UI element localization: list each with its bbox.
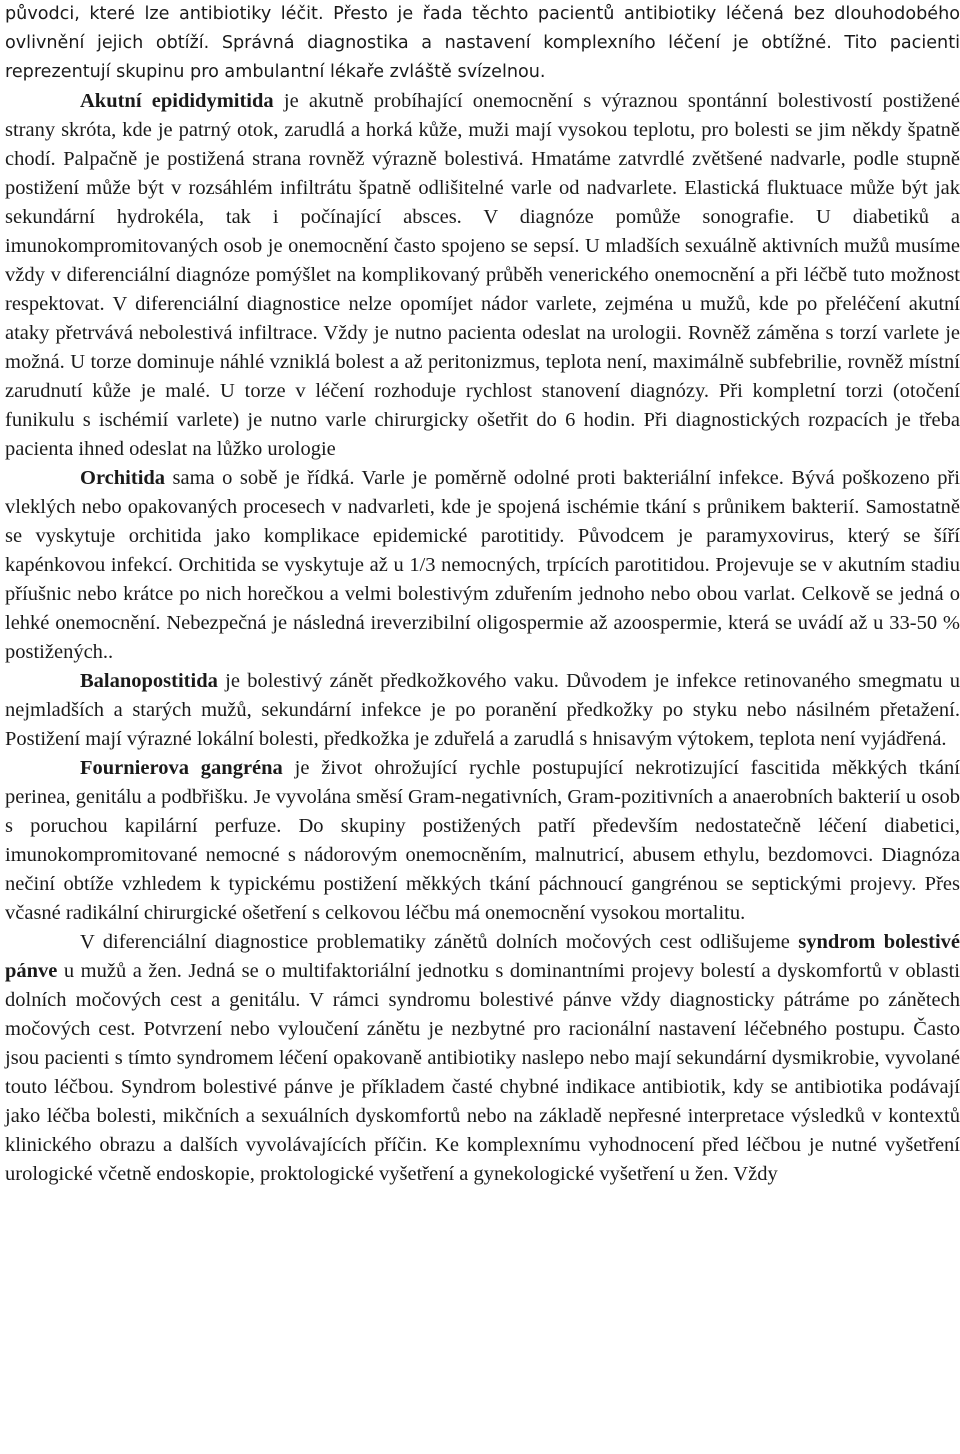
paragraph-text: je bolestivý zánět předkožkového vaku. Důvodem je infekce retinovaného smegmatu u nejmladších a starých mužů, sekundární infekce je po poranění předkožky po styku nebo násilném přetažení. Postižení mají výrazné lokální bolesti, předkožka je zduřelá a zarudlá s hnisavým výtokem, teplota není vyjádřená. — [5, 670, 960, 750]
paragraph-acute-epididymitis — [5, 87, 960, 464]
paragraph-orchitis — [5, 464, 960, 667]
term-balanoposthitis: Balanopostitida — [80, 670, 218, 692]
paragraph-text: sama o sobě je řídká. Varle je poměrně odolné proti bakteriální infekce. Bývá poškozeno při vleklých nebo opakovaných procesech v nadvarleti, kde je spojená ischémie tkání s průnikem bakterií. Samostatně se vyskytuje orchitida jako komplikace epidemické parotitidy. Původcem je paramyxovirus, který se šíří kapénkovou infekcí. Orchitida se vyskytuje až u 1/3 nemocných, trpících parotitidou. Projevuje se v akutním stadiu příušnic nebo krátce po nich horečkou a velmi bolestivým zduřením jednoho nebo obou varlat. Celkově se jedná o lehké onemocnění. Nebezpečná je následná ireverzibilní oligospermie až azoospermie, která se uvádí až u 33-50 % postižených.. — [5, 467, 960, 663]
paragraph-pelvic-pain-syndrome — [5, 928, 960, 1189]
term-fournier-gangrene: Fournierova gangréna — [80, 757, 283, 779]
paragraph-text: je akutně probíhající onemocnění s výraznou spontánní bolestivostí postižené strany skróta, kde je patrný otok, zarudlá a horká kůže, muži mají vysokou teplotu, pro bolesti se jim někdy špatně chodí. Palpačně je postižená strana rovněž výrazně bolestivá. Hmatáme zatvrdlé zvětšené nadvarle, podle stupně postižení může být v rozsáhlém infiltrátu špatně odlišitelné varle od nadvarlete. — [5, 90, 960, 199]
paragraph-fournier-gangrene — [5, 754, 960, 928]
term-pelvic-pain-syndrome: syndrom bolestivé pánve — [5, 931, 960, 982]
paragraph-text: u mužů a žen. Jedná se o multifaktoriální jednotku s dominantními projevy bolestí a dyskomfortů v oblasti dolních močových cest a genitálu. V rámci syndromu bolestivé pánve vždy diagnosticky pátráme po zánětech močových cest. Potvrzení nebo vyloučení zánětu je nezbytné pro racionální nastavení léčebného postupu. Často jsou pacienti s tímto syndromem léčení opakovaně antibiotiky naslepo nebo mají sekundární dysmikrobie, vyvolané touto léčbou. Syndrom bolestivé pánve je příkladem časté chybné indikace antibiotik, kdy se antibiotika podávají jako léčba bolesti, mikčních a sexuálních dyskomfortů nebo na základě nepřesné interpretace výsledků v kontextů klinického obrazu a dalších vyvolávajících příčin. Ke komplexnímu vyhodnocení před léčbou je nutné vyšetření urologické včetně endoskopie, proktologické vyšetření a gynekologické vyšetření u žen. Vždy — [5, 960, 960, 1185]
term-orchitis: Orchitida — [80, 467, 166, 489]
paragraph-text: Elastická fluktuace může být jak sekundární hydrokéla, tak i počínající absces. V diagnóze pomůže sonografie. U diabetiků a imunokompromitovaných osob je onemocnění často spojeno se sepsí. U mladších sexuálně aktivních mužů musíme vždy v diferenciální diagnóze pomýšlet na komplikovaný průběh venerického onemocnění a při léčbě tuto možnost respektovat. V diferenciální diagnostice nelze opomíjet nádor varlete, zejména u mužů, kde po přeléčení akutní ataky přetrvává nebolestivá infiltrace. Vždy je nutno pacienta odeslat na urologii. Rovněž záměna s torzí varlete je možná. U torze dominuje náhlé vzniklá bolest a až peritonizmus, teplota není, maximálně subfebrilie, rovněž místní zarudnutí kůže je malé. U torze v léčení rozhoduje rychlost stanovení diagnózy. Při kompletní torzi (otočení funikulu s ischémií varlete) je nutno varle chirurgicky ošetřit do 6 hodin. Při diagnostických rozpacích je třeba pacienta ihned odeslat na lůžko urologie — [5, 177, 960, 460]
paragraph-text: je život ohrožující rychle postupující nekrotizující fascitida měkkých tkání perinea, genitálu a podbřišku. Je vyvolána směsí Gram-negativních, Gram-pozitivních a anaerobních bakterií u osob s poruchou kapilární perfuze. Do skupiny postižených patří především nedostatečně léčení diabetici, imunokompromitované nemocné s nádorovým onemocněním, malnutricí, abusem ethylu, bezdomovci. Diagnóza nečiní obtíže vzhledem k typickému postižení měkkých tkání páchnoucí gangrénou se septickými projevy. Přes včasné radikální chirurgické ošetření s celkovou léčbu má onemocnění vysokou mortalitu. — [5, 757, 960, 924]
term-acute-epididymitis: Akutní epididymitida — [80, 90, 274, 112]
paragraph-text: V diferenciální diagnostice problematiky zánětů dolních močových cest odlišujeme — [80, 931, 799, 953]
paragraph-balanoposthitis — [5, 667, 960, 754]
paragraph-intro-continuation — [5, 0, 960, 87]
paragraph-text: původci, které lze antibiotiky léčit. Přesto je řada těchto pacientů antibiotiky léčená bez dlouhodobého ovlivnění jejich obtíží. Správná diagnostika a nastavení komplexního léčení je obtížné. Tito pacienti reprezentují skupinu pro ambulantní lékaře zvláště svízelnou. — [5, 4, 960, 82]
